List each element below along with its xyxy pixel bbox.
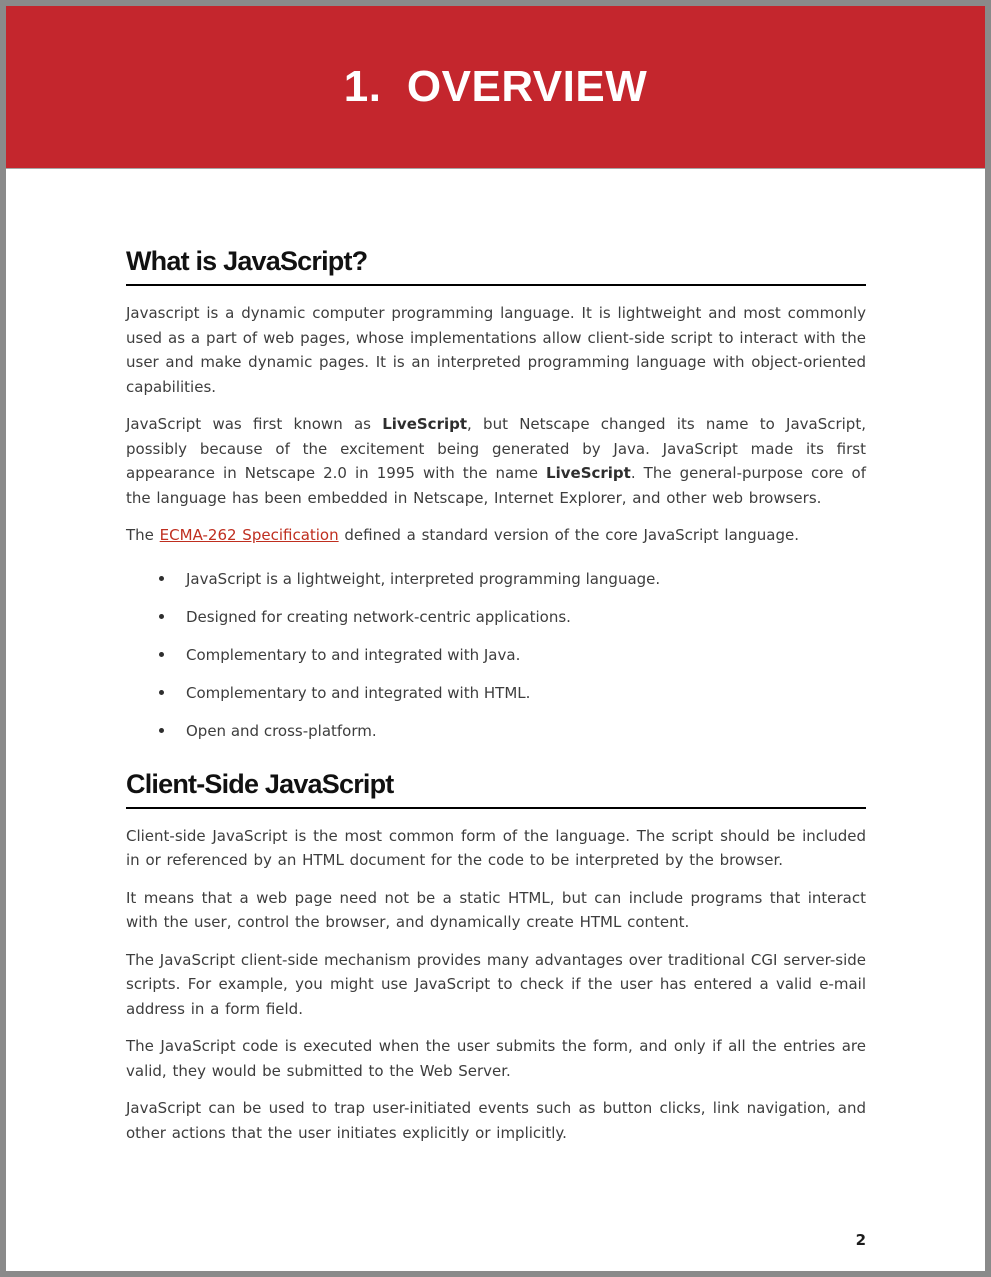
chapter-title: 1. OVERVIEW bbox=[343, 62, 648, 111]
bullet-icon bbox=[159, 614, 164, 619]
chapter-banner bbox=[6, 6, 985, 168]
paragraph bbox=[126, 1034, 866, 1083]
text-run: The bbox=[126, 526, 160, 545]
section-heading: Client-Side JavaScript bbox=[126, 769, 866, 809]
section-client-side-javascript bbox=[126, 769, 866, 1146]
section-heading: What is JavaScript? bbox=[126, 246, 866, 286]
bold-text: LiveScript bbox=[546, 464, 631, 483]
paragraph bbox=[126, 1096, 866, 1145]
paragraph bbox=[126, 824, 866, 873]
list-item bbox=[126, 605, 866, 629]
page-number: 2 bbox=[855, 1231, 866, 1249]
list-item bbox=[126, 681, 866, 705]
text-run: JavaScript was first known as bbox=[126, 415, 383, 434]
list-item bbox=[126, 719, 866, 743]
list-item bbox=[126, 567, 866, 591]
list-item-text: Complementary to and integrated with HTML. bbox=[186, 683, 531, 702]
text-run: . The general-purpose core of the language has been embedded in Netscape, Internet Explorer, and other web browsers. bbox=[126, 464, 866, 507]
paragraph bbox=[126, 301, 866, 399]
list-item-text: JavaScript is a lightweight, interpreted programming language. bbox=[186, 569, 661, 588]
list-item-text: Open and cross-platform. bbox=[186, 721, 377, 740]
bullet-icon bbox=[159, 690, 164, 695]
bold-text: LiveScript bbox=[382, 415, 468, 434]
text-run: defined a standard version of the core JavaScript language. bbox=[338, 526, 800, 545]
text-run: Javascript is a dynamic computer programming language. It is lightweight and most commonly used as a part of web pages, whose implementations allow client-side script to interact with the user and make dynamic pages. It is an interpreted programming language with object-oriented capabilities. bbox=[126, 304, 866, 396]
javascript-feature-list bbox=[126, 567, 866, 743]
text-run: The JavaScript code is executed when the user submits the form, and only if all the entries are valid, they would be submitted to the Web Server. bbox=[126, 1037, 866, 1080]
bullet-icon bbox=[159, 576, 164, 581]
text-run: It means that a web page need not be a static HTML, but can include programs that interact with the user, control the browser, and dynamically create HTML content. bbox=[126, 888, 866, 932]
bullet-icon bbox=[159, 652, 164, 657]
text-run: Client-side JavaScript is the most common form of the language. The script should be included in or referenced by an HTML document for the code to be interpreted by the browser. bbox=[126, 826, 866, 870]
text-run: The JavaScript client-side mechanism provides many advantages over traditional CGI server-side scripts. For example, you might use JavaScript to check if the user has entered a valid e-mail address in a form field. bbox=[126, 950, 866, 1018]
bullet-icon bbox=[159, 728, 164, 733]
list-item-text: Complementary to and integrated with Java. bbox=[186, 645, 521, 664]
paragraph bbox=[126, 412, 866, 510]
document-content bbox=[6, 246, 985, 1145]
text-run: JavaScript can be used to trap user-initiated events such as button clicks, link navigation, and other actions that the user initiates explicitly or implicitly. bbox=[126, 1099, 866, 1142]
list-item-text: Designed for creating network-centric applications. bbox=[186, 607, 571, 626]
paragraph bbox=[126, 948, 866, 1022]
ecma-262-specification-link[interactable]: ECMA-262 Specification bbox=[159, 526, 339, 545]
paragraph bbox=[126, 523, 866, 548]
paragraph bbox=[126, 886, 866, 935]
section-what-is-javascript bbox=[126, 246, 866, 743]
text-run: , but Netscape changed its name to JavaScript, possibly because of the excitement being generated by Java. JavaScript made its first appearance in Netscape 2.0 in 1995 with the name bbox=[126, 415, 866, 483]
list-item bbox=[126, 643, 866, 667]
